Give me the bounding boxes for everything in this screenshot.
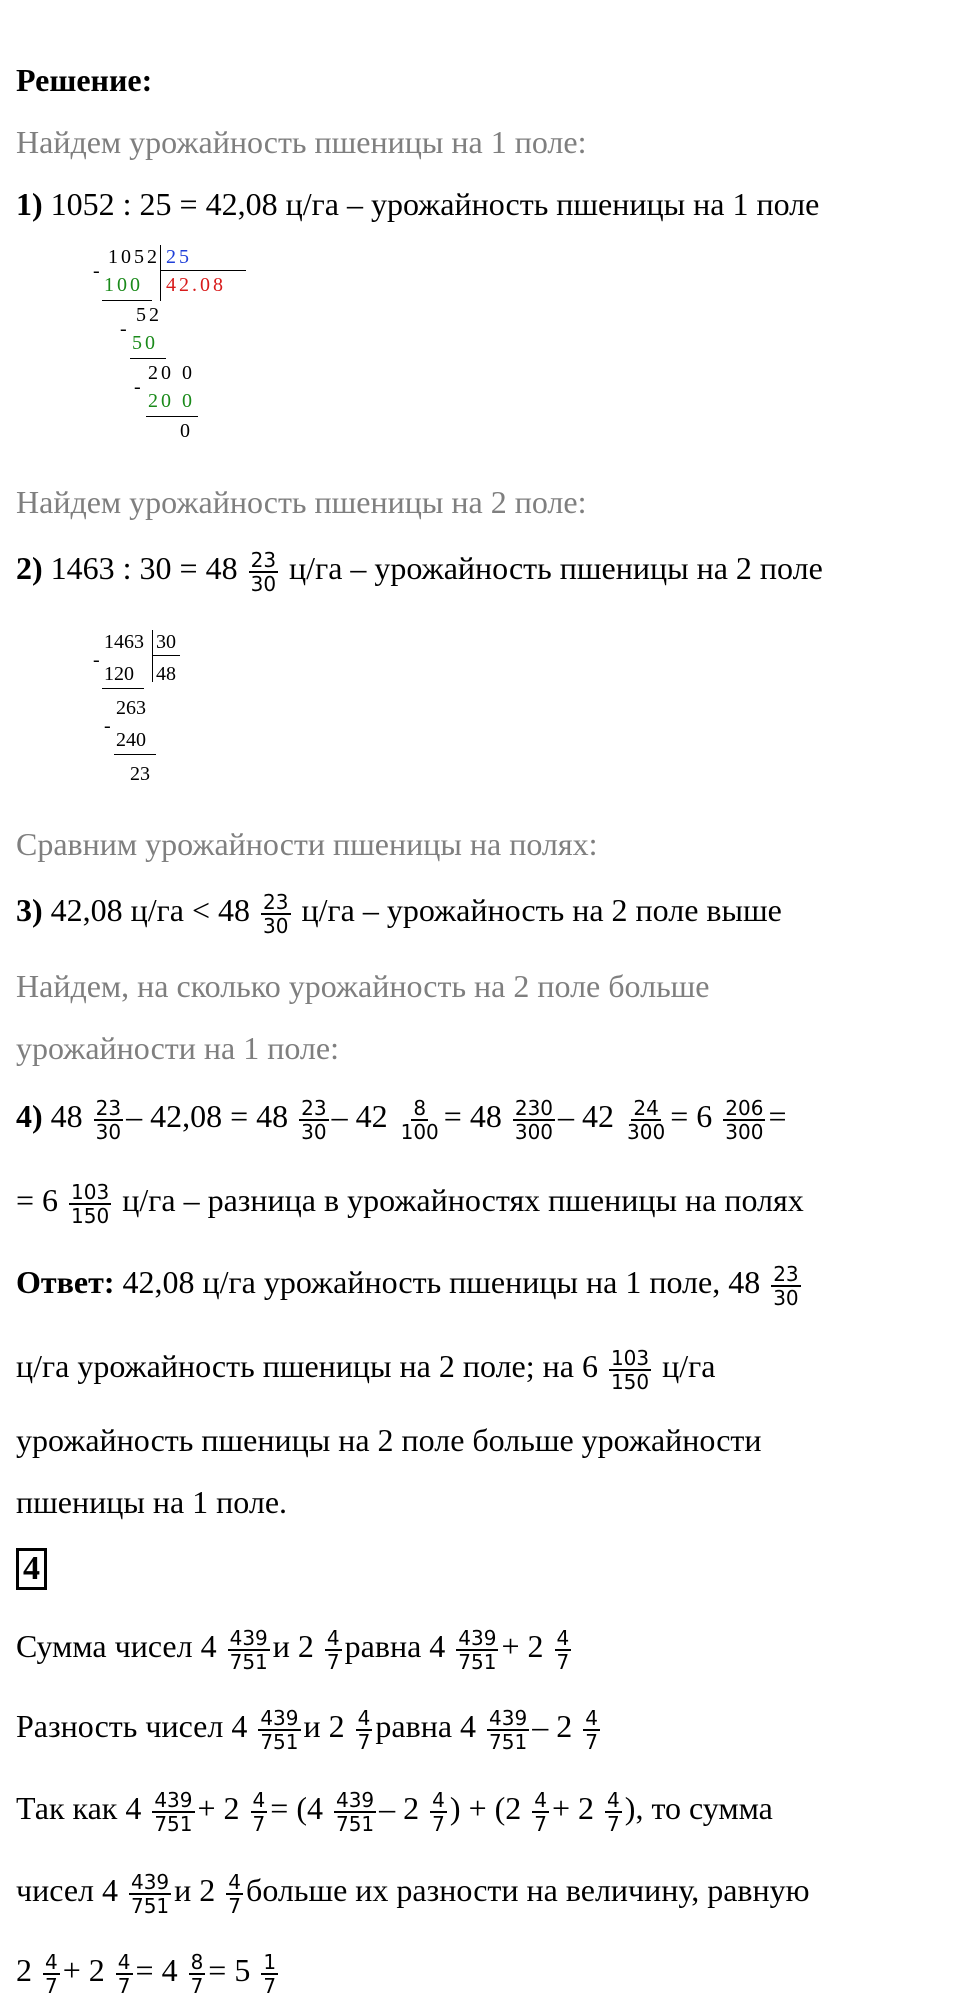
task-number-box: 4 [16,1548,47,1590]
div1-subtrahend-3: 20 0 [148,390,195,412]
step4-intro-line-2: урожайности на 1 поле: [16,1030,339,1066]
div2-dividend: 1463 [104,631,144,653]
step4-number: 4) [16,1098,43,1134]
task4-final-line: 2 $\frac{4}{7}$ + 2 $\frac{4}{7}$ = 4 $\frac{8}{7}$ = 5 $\frac{1}{7}$ [16,1949,277,1998]
task4-since-line: Так как 4 $\frac{439}{751}$ + 2 $\frac{4}{7}$ = (4 $\frac{439}{751}$ – 2 $\frac{4}{7}$ ) + (2 $\frac{4}{7}$ + 2 $\frac{4}{7}$ ), то сумма [16,1787,773,1836]
task4-numbers-line: чисел 4 $\frac{439}{751}$ и 2 $\frac{4}{7}$ больше их разности на величину, равную [16,1869,810,1918]
task4-sum-line: Сумма чисел 4 $\frac{439}{751}$ и 2 $\frac{4}{7}$ равна 4 $\frac{439}{751}$ + 2 $\frac{4}{7}$ [16,1625,570,1674]
answer-line-2: ц/га урожайность пшеницы на 2 поле; на 6 $\frac{103}{150}$ ц/га [16,1345,716,1394]
div2-remainder-1: 263 [116,697,146,719]
answer-line-3: урожайность пшеницы на 2 поле больше урожайности [16,1422,762,1458]
step1-number: 1) [16,186,43,222]
div2-divisor: 30 [156,631,176,653]
div2-minus-2: - [104,715,114,737]
answer-line-4: пшеницы на 1 поле. [16,1484,288,1520]
div2-rule-1 [102,688,144,689]
div2-subtrahend-2: 240 [116,729,146,751]
div1-minus-1: - [93,260,103,282]
solution-title: Решение: [16,62,153,98]
div1-remainder-3: 0 [180,420,193,442]
long-division-2 [90,630,200,790]
step2-line: 2) 1463 : 30 = 48 $\frac{23}{30}$ ц/га – урожайность пшеницы на 2 поле [16,547,823,596]
fraction-23-30: $\frac{23}{30}$ [250,547,277,596]
step3-number: 3) [16,892,43,928]
step2-intro: Найдем урожайность пшеницы на 2 поле: [16,484,587,520]
div1-rule-1 [102,300,152,301]
long-division-1 [90,245,250,455]
step1-text: 1052 : 25 = 42,08 ц/га – урожайность пшеницы на 1 поле [42,186,820,222]
div1-divisor-rule [160,270,246,271]
div2-remainder-2: 23 [130,763,150,785]
div1-remainder-2: 20 0 [148,362,195,384]
step2-number: 2) [16,550,43,586]
div1-remainder-1: 52 [136,304,162,326]
step4-line: 4) 48 $\frac{23}{30}$ – 42,08 = 48 $\frac{23}{30}$ – 42 $\frac{8}{100}$ = 48 $\frac{230}{300}$ – 42 $\frac{24}{300}$ = 6 $\frac{206}{300}$ = [16,1095,787,1144]
answer-line-1: Ответ: 42,08 ц/га урожайность пшеницы на 1 поле, 48 $\frac{23}{30}$ [16,1261,799,1310]
div1-rule-3 [146,416,198,417]
step4-continuation: = 6 $\frac{103}{150}$ ц/га – разница в урожайностях пшеницы на полях [16,1179,804,1228]
div1-minus-2: - [120,318,130,340]
answer-label: Ответ: [16,1264,115,1300]
div2-rule-2 [114,754,156,755]
step3-line: 3) 42,08 ц/га < 48 $\frac{23}{30}$ ц/га – урожайность на 2 поле выше [16,889,782,938]
div2-minus-1: - [93,649,103,671]
div1-subtrahend-1: 100 [104,274,143,296]
step1-line [16,184,819,224]
div1-rule-2 [130,358,166,359]
div1-dividend: 1052 [108,246,160,268]
step1-intro: Найдем урожайность пшеницы на 1 поле: [16,124,587,160]
div1-quotient: 42.08 [166,274,226,296]
div2-vertical-rule [152,630,153,682]
div1-subtrahend-2: 50 [132,332,158,354]
div2-quotient: 48 [156,663,176,685]
step3-intro: Сравним урожайности пшеницы на полях: [16,826,598,862]
step4-intro-line-1: Найдем, на сколько урожайность на 2 поле больше [16,968,710,1004]
div2-divisor-rule [152,655,180,656]
div1-divisor: 25 [166,246,192,268]
div1-vertical-rule [160,245,161,301]
task4-difference-line: Разность чисел 4 $\frac{439}{751}$ и 2 $\frac{4}{7}$ равна 4 $\frac{439}{751}$ – 2 $\frac{4}{7}$ [16,1705,598,1754]
div1-minus-3: - [134,376,144,398]
div2-subtrahend-1: 120 [104,663,134,685]
